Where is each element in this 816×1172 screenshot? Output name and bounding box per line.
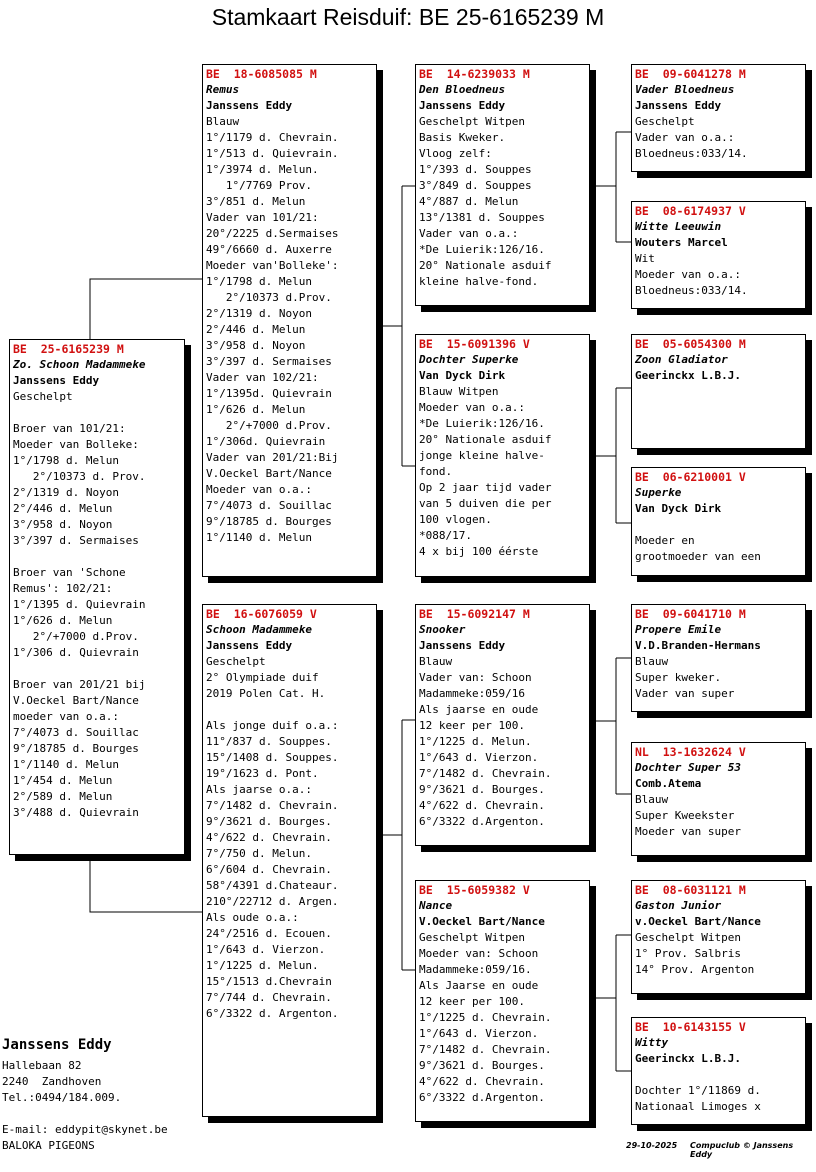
info-line: Moeder van'Bolleke': [206,259,339,272]
info-line: moeder van o.a.: [13,710,119,723]
pigeon-name: Zoon Gladiator [635,353,728,366]
ring-number: BE 25-6165239 M [13,342,124,356]
owner-info-line: E-mail: eddypit@skynet.be [2,1123,168,1136]
info-line: Vader van 102/21: [206,371,319,384]
info-line: 6°/604 d. Chevrain. [206,863,332,876]
ring-number: BE 09-6041710 M [635,607,746,621]
info-line: 2°/10373 d. Prov. [13,470,146,483]
page-title: Stamkaart Reisduif: BE 25-6165239 M [211,4,605,30]
info-line: Nationaal Limoges x [635,1100,761,1113]
pigeon-name: Schoon Madammeke [206,623,312,636]
info-line: Blauw [206,115,240,128]
info-line: 1°/643 d. Vierzon. [419,751,539,764]
owner-info-line: BALOKA PIGEONS [2,1139,95,1152]
info-line: Blauw [635,655,669,668]
pigeon-name: Dochter Superke [419,353,519,366]
info-line: 14° Prov. Argenton [635,963,755,976]
owner-name: Janssens Eddy [2,1037,112,1053]
info-line: 12 keer per 100. [419,719,525,732]
info-line: Broer van 101/21: [13,422,126,435]
info-line: 7°/744 d. Chevrain. [206,991,332,1004]
breeder-name: Geerinckx L.B.J. [635,1052,741,1065]
info-line: Geschelpt Witpen [635,931,741,944]
maternal-grandmother-card [415,880,590,1122]
owner-info-line: Tel.:0494/184.009. [2,1091,122,1104]
info-line: 58°/4391 d.Chateaur. [206,879,339,892]
info-line: 1°/1395 d. Quievrain [13,598,146,611]
info-line: 3°/958 d. Noyon [13,518,113,531]
info-line [635,517,802,533]
breeder-name: V.Oeckel Bart/Nance [419,915,545,928]
info-line: Madammeke:059/16 [419,687,525,700]
owner-info-line [2,1106,168,1122]
info-line [13,661,181,677]
info-line: Vader van super [635,687,735,700]
info-line: 7°/1482 d. Chevrain. [206,799,339,812]
pigeon-name: Den Bloedneus [419,83,506,96]
info-line: 2° Olympiade duif [206,671,319,684]
owner-info-line: Hallebaan 82 [2,1059,82,1072]
info-line: 3°/397 d. Sermaises [206,355,332,368]
info-line: 4 x bij 100 éérste [419,545,539,558]
breeder-name: Comb.Atema [635,777,702,790]
info-line [13,405,181,421]
info-line: 2°/+7000 d.Prov. [13,630,139,643]
info-line: Moeder van o.a.: [635,268,741,281]
info-line: van 5 duiven die per [419,497,552,510]
ring-number: BE 15-6092147 M [419,607,530,621]
info-line: 4°/887 d. Melun [419,195,519,208]
pigeon-name: Dochter Super 53 [635,761,741,774]
info-line: 9°/3621 d. Bourges. [419,783,545,796]
info-line: 1°/1140 d. Melun [206,531,312,544]
father-card [202,64,377,577]
info-line [13,549,181,565]
info-line: Als jaarse en oude [419,703,539,716]
info-line: Bloedneus:033/14. [635,284,748,297]
info-line: *De Luierik:126/16. [419,243,545,256]
info-line: 1°/1140 d. Melun [13,758,119,771]
great-grandparent-fmf-card [631,334,806,449]
breeder-name: Wouters Marcel [635,236,728,249]
info-line: 3°/851 d. Melun [206,195,306,208]
great-grandparent-ffm-card [631,201,806,309]
info-line: 3°/397 d. Sermaises [13,534,139,547]
great-grandparent-mfm-card [631,742,806,856]
info-line: 4°/622 d. Chevrain. [206,831,332,844]
pigeon-name: Witty [635,1036,669,1049]
info-line: 1° Prov. Salbris [635,947,741,960]
pigeon-name: Snooker [419,623,466,636]
info-line: Broer van 'Schone [13,566,126,579]
paternal-grandmother-card [415,334,590,577]
info-line: Moeder van: Schoon [419,947,539,960]
info-line: 24°/2516 d. Ecouen. [206,927,332,940]
ring-number: BE 10-6143155 V [635,1020,746,1034]
ring-number: BE 06-6210001 V [635,470,746,484]
info-line: Vader van 201/21:Bij [206,451,339,464]
ring-number: BE 14-6239033 M [419,67,530,81]
info-line: Als jonge duif o.a.: [206,719,339,732]
info-line: Op 2 jaar tijd vader [419,481,552,494]
pigeon-name: Propere Emile [635,623,722,636]
maternal-grandfather-card [415,604,590,846]
info-line: kleine halve-fond. [419,275,539,288]
paternal-grandfather-card [415,64,590,306]
info-line: 15°/1408 d. Souppes. [206,751,339,764]
info-line: Remus': 102/21: [13,582,113,595]
info-line: Moeder van o.a.: [419,401,525,414]
info-line: Vader van o.a.: [419,227,519,240]
info-line: 1°/306d. Quievrain [206,435,326,448]
info-line: 20°/2225 d.Sermaises [206,227,339,240]
mother-card [202,604,377,1117]
info-line: Blauw Witpen [419,385,499,398]
info-line: 1°/1225 d. Melun. [206,959,319,972]
footer-date: 29-10-2025 [626,1141,678,1150]
info-line: 9°/18785 d. Bourges [13,742,139,755]
info-line: 210°/22712 d. Argen. [206,895,339,908]
info-line: 1°/1798 d. Melun [13,454,119,467]
info-line: Geschelpt [635,115,695,128]
info-line: fond. [419,465,453,478]
ring-number: BE 08-6031121 M [635,883,746,897]
info-line: 100 vlogen. [419,513,492,526]
info-line: 4°/622 d. Chevrain. [419,799,545,812]
breeder-name: Geerinckx L.B.J. [635,369,741,382]
info-line: Als Jaarse en oude [419,979,539,992]
info-line: 1°/626 d. Melun [206,403,306,416]
info-line: 1°/643 d. Vierzon. [419,1027,539,1040]
info-line: 1°/626 d. Melun [13,614,113,627]
info-line: Moeder van super [635,825,741,838]
info-line: Moeder van Bolleke: [13,438,139,451]
pigeon-name: Gaston Junior [635,899,722,912]
breeder-name: Van Dyck Dirk [635,502,722,515]
info-line: Geschelpt [13,390,73,403]
info-line: grootmoeder van een [635,550,761,563]
info-line: 2°/1319 d. Noyon [206,307,312,320]
info-line: 2°/446 d. Melun [13,502,113,515]
breeder-name: Janssens Eddy [13,374,100,387]
info-line: Super Kweekster [635,809,735,822]
great-grandparent-mmm-card [631,1017,806,1125]
info-line: 1°/7769 Prov. [206,179,312,192]
info-line: 1°/454 d. Melun [13,774,113,787]
ring-number: BE 08-6174937 V [635,204,746,218]
breeder-name: Janssens Eddy [206,99,293,112]
info-line: 2°/1319 d. Noyon [13,486,119,499]
info-line: 49°/6660 d. Auxerre [206,243,332,256]
info-line: 1°/1225 d. Melun. [419,735,532,748]
info-line: 9°/18785 d. Bourges [206,515,332,528]
info-line: Blauw [419,655,453,668]
info-line: Als jaarse o.a.: [206,783,312,796]
info-line: Als oude o.a.: [206,911,299,924]
great-grandparent-mmf-card [631,880,806,994]
info-line: Geschelpt Witpen [419,931,525,944]
info-line: 2°/+7000 d.Prov. [206,419,332,432]
info-line: 11°/837 d. Souppes. [206,735,332,748]
ring-number: BE 15-6091396 V [419,337,530,351]
breeder-name: Janssens Eddy [635,99,722,112]
info-line: 19°/1623 d. Pont. [206,767,319,780]
pigeon-name: Witte Leeuwin [635,220,722,233]
info-line: Vloog zelf: [419,147,492,160]
footer-credit: Compuclub © Janssens Eddy [690,1141,794,1159]
ring-number: BE 15-6059382 V [419,883,530,897]
pigeon-name: Nance [419,899,453,912]
info-line: 2°/10373 d.Prov. [206,291,332,304]
info-line: 2019 Polen Cat. H. [206,687,326,700]
info-line: 1°/513 d. Quievrain. [206,147,339,160]
pigeon-name: Superke [635,486,682,499]
info-line: 15°/1513 d.Chevrain [206,975,332,988]
info-line: Vader van 101/21: [206,211,319,224]
info-line: *De Luierik:126/16. [419,417,545,430]
breeder-name: V.D.Branden-Hermans [635,639,761,652]
ring-number: BE 16-6076059 V [206,607,317,621]
info-line: 7°/750 d. Melun. [206,847,312,860]
info-line: 20° Nationale asduif [419,259,552,272]
ring-number: BE 09-6041278 M [635,67,746,81]
info-line: 6°/3322 d.Argenton. [419,815,545,828]
info-line: Broer van 201/21 bij [13,678,146,691]
pigeon-name: Remus [206,83,240,96]
info-line [635,1067,802,1083]
breeder-name: Van Dyck Dirk [419,369,506,382]
great-grandparent-fmm-card [631,467,806,576]
info-line: Bloedneus:033/14. [635,147,748,160]
breeder-name: Janssens Eddy [206,639,293,652]
info-line: Basis Kweker. [419,131,506,144]
info-line: 2°/446 d. Melun [206,323,306,336]
ring-number: BE 05-6054300 M [635,337,746,351]
info-line: 7°/4073 d. Souillac [206,499,332,512]
info-line: 3°/488 d. Quievrain [13,806,139,819]
info-line: 3°/958 d. Noyon [206,339,306,352]
ring-number: NL 13-1632624 V [635,745,746,759]
info-line: 12 keer per 100. [419,995,525,1008]
info-line: 7°/4073 d. Souillac [13,726,139,739]
pigeon-name: Vader Bloedneus [635,83,735,96]
breeder-name: Janssens Eddy [419,99,506,112]
info-line: jonge kleine halve- [419,449,545,462]
info-line: 6°/3322 d. Argenton. [206,1007,339,1020]
great-grandparent-mff-card [631,604,806,712]
info-line: V.Oeckel Bart/Nance [206,467,332,480]
info-line: Wit [635,252,655,265]
breeder-name: Janssens Eddy [419,639,506,652]
info-line: Madammeke:059/16. [419,963,532,976]
info-line: 1°/1225 d. Chevrain. [419,1011,552,1024]
info-line: 1°/3974 d. Melun. [206,163,319,176]
info-line: 1°/643 d. Vierzon. [206,943,326,956]
pigeon-name: Zo. Schoon Madammeke [13,358,146,371]
info-line: 9°/3621 d. Bourges. [419,1059,545,1072]
info-line: Dochter 1°/11869 d. [635,1084,761,1097]
info-line: 6°/3322 d.Argenton. [419,1091,545,1104]
info-line: *088/17. [419,529,472,542]
info-line: Geschelpt [206,655,266,668]
info-line: 1°/1179 d. Chevrain. [206,131,339,144]
info-line: 9°/3621 d. Bourges. [206,815,332,828]
info-line: V.Oeckel Bart/Nance [13,694,139,707]
info-line [206,702,373,718]
info-line: 1°/1395d. Quievrain [206,387,332,400]
owner-info-line: 2240 Zandhoven [2,1075,102,1088]
info-line: Vader van o.a.: [635,131,735,144]
info-line: 20° Nationale asduif [419,433,552,446]
info-line: Moeder en [635,534,695,547]
info-line: Geschelpt Witpen [419,115,525,128]
info-line: Moeder van o.a.: [206,483,312,496]
breeder-name: v.Oeckel Bart/Nance [635,915,761,928]
info-line: Super kweker. [635,671,722,684]
info-line: 1°/306 d. Quievrain [13,646,139,659]
info-line: 3°/849 d. Souppes [419,179,532,192]
info-line: 1°/1798 d. Melun [206,275,312,288]
info-line: Blauw [635,793,669,806]
owner-block [2,1036,168,1154]
info-line: 2°/589 d. Melun [13,790,113,803]
info-line: 4°/622 d. Chevrain. [419,1075,545,1088]
info-line: 1°/393 d. Souppes [419,163,532,176]
subject-pigeon-card [9,339,185,855]
info-line: Vader van: Schoon [419,671,532,684]
info-line: 13°/1381 d. Souppes [419,211,545,224]
ring-number: BE 18-6085085 M [206,67,317,81]
great-grandparent-fff-card [631,64,806,172]
info-line: 7°/1482 d. Chevrain. [419,1043,552,1056]
info-line: 7°/1482 d. Chevrain. [419,767,552,780]
